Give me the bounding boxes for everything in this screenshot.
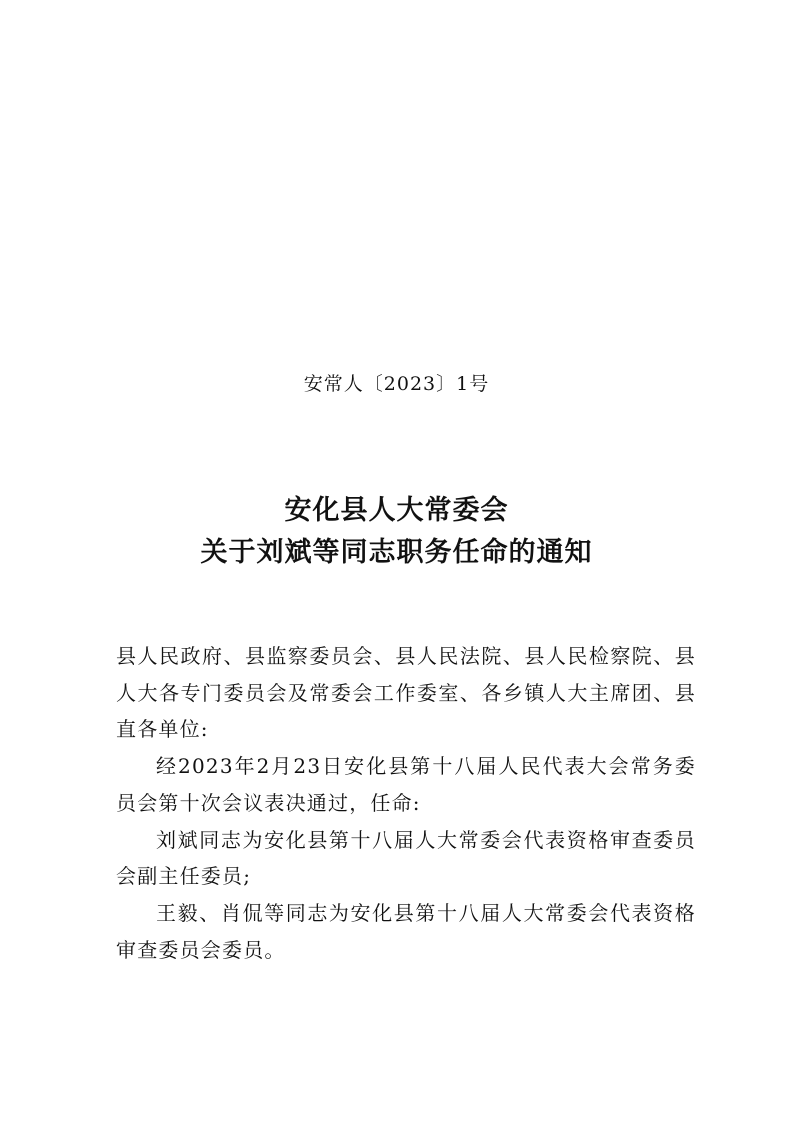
addressees: 县人民政府、县监察委员会、县人民法院、县人民检察院、县人大各专门委员会及常委会工作委室、各乡镇人大主席团、县直各单位: xyxy=(116,644,696,742)
paragraph-appointment-deputy-director: 刘斌同志为安化县第十八届人大常委会代表资格审查委员会副主任委员; xyxy=(116,827,696,889)
title-line-2: 关于刘斌等同志职务任命的通知 xyxy=(200,537,593,568)
paragraph-approval: 经2023年2月23日安化县第十八届人民代表大会常务委员会第十次会议表决通过，任命: xyxy=(116,754,696,815)
document-body xyxy=(116,638,696,968)
paragraph-appointment-members: 王毅、肖侃等同志为安化县第十八届人大常委会代表资格审查委员会委员。 xyxy=(116,900,696,962)
document-title xyxy=(0,490,793,574)
document-number: 安常人〔2023〕1号 xyxy=(303,373,490,395)
title-line-1: 安化县人大常委会 xyxy=(284,495,509,526)
